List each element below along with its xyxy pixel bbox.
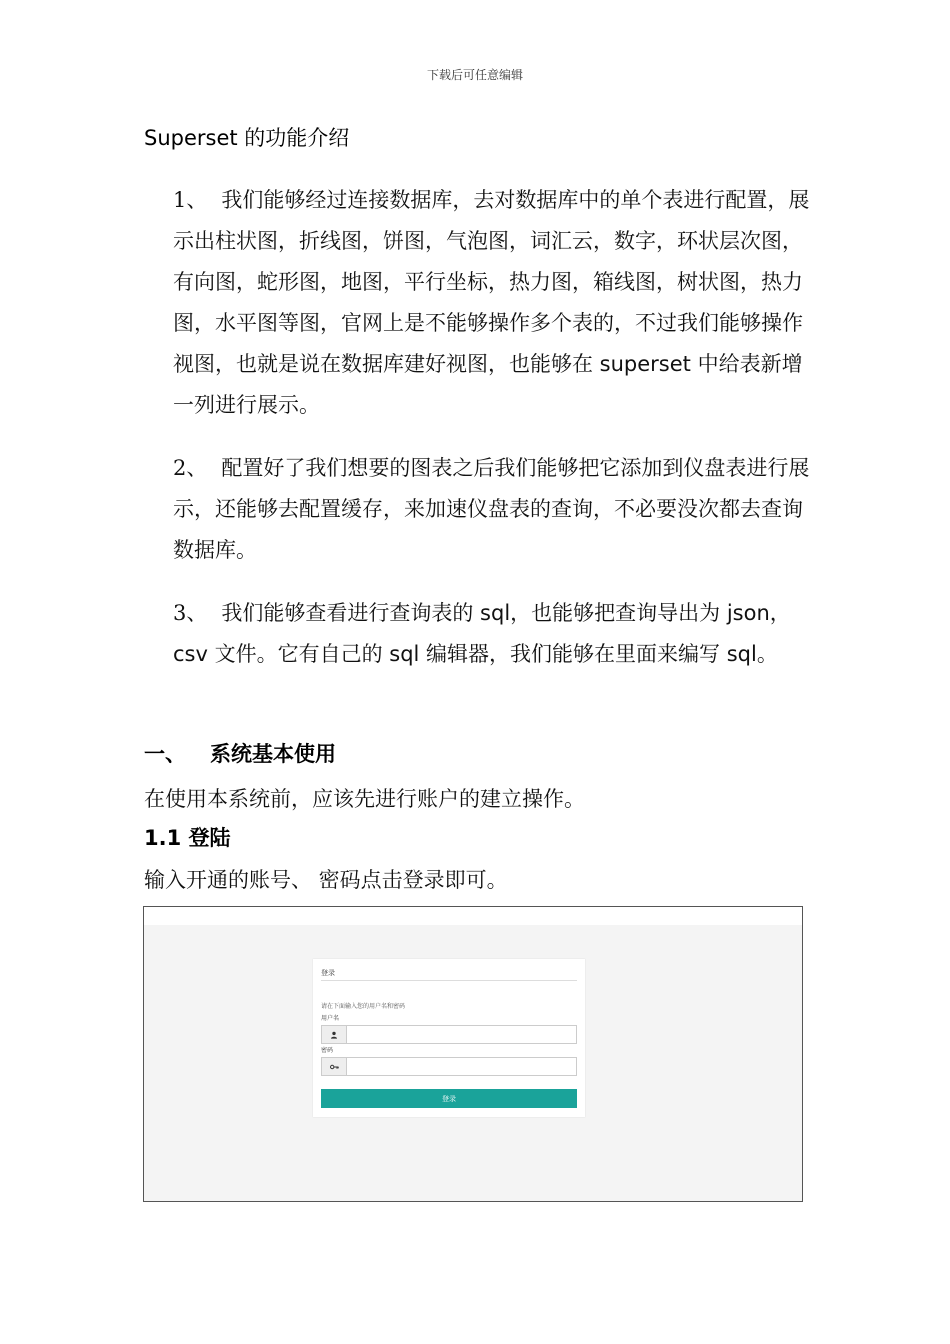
password-label: 密码	[321, 1047, 334, 1054]
password-input[interactable]	[347, 1058, 581, 1075]
section-intro: 在使用本系统前，应该先进行账户的建立操作。	[144, 787, 585, 811]
login-card-title: 登录	[321, 969, 335, 977]
paragraph-text: 我们能够查看进行查询表的 sql，也能够把查询导出为 json，csv 文件。它有自己的 sql 编辑器，我们能够在里面来编写 sql。	[173, 601, 791, 666]
paragraph-number: 3、	[173, 601, 208, 625]
header-note: 下载后可任意编辑	[426, 68, 523, 82]
paragraph-text: 我们能够经过连接数据库，去对数据库中的单个表进行配置，展示出柱状图，折线图，饼图，气泡图，词汇云，数字，环状层次图，有向图，蛇形图，地图，平行坐标，热力图，箱线图，树状图，热力图，水平图等图，官网上是不能够操作多个表的，不过我们能够操作视图，也就是说在数据库建好视图，也能够在 superset 中给表新增一列进行展示。	[173, 188, 810, 417]
username-field	[321, 1025, 577, 1044]
card-divider	[321, 980, 577, 981]
username-input[interactable]	[347, 1026, 581, 1043]
username-label: 用户名	[321, 1015, 340, 1022]
login-hint: 请在下面输入您的用户名和密码	[321, 1003, 406, 1010]
figure-top-band	[144, 907, 802, 925]
login-instruction: 输入开通的账号、 密码点击登录即可。	[144, 868, 508, 892]
section-title: 系统基本使用	[210, 742, 336, 766]
key-icon	[322, 1058, 347, 1075]
login-button[interactable]: 登录	[321, 1089, 577, 1108]
paragraph-text: 配置好了我们想要的图表之后我们能够把它添加到仪盘表进行展示，还能够去配置缓存，来加速仪盘表的查询，不必要没次都去查询数据库。	[173, 456, 810, 562]
paragraph-number: 2、	[173, 456, 208, 480]
login-screenshot-figure	[143, 906, 803, 1202]
subsection-heading: 1.1 登陆	[144, 826, 231, 850]
paragraph-number: 1、	[173, 188, 208, 212]
numbered-paragraph-2	[173, 448, 813, 571]
user-icon	[322, 1026, 347, 1043]
password-field	[321, 1057, 577, 1076]
section-number: 一、	[144, 742, 186, 766]
numbered-paragraph-3	[173, 593, 813, 675]
page-title: Superset 的功能介绍	[144, 126, 350, 150]
login-card	[313, 959, 585, 1117]
section-heading	[144, 738, 336, 768]
numbered-paragraph-1	[173, 180, 813, 426]
